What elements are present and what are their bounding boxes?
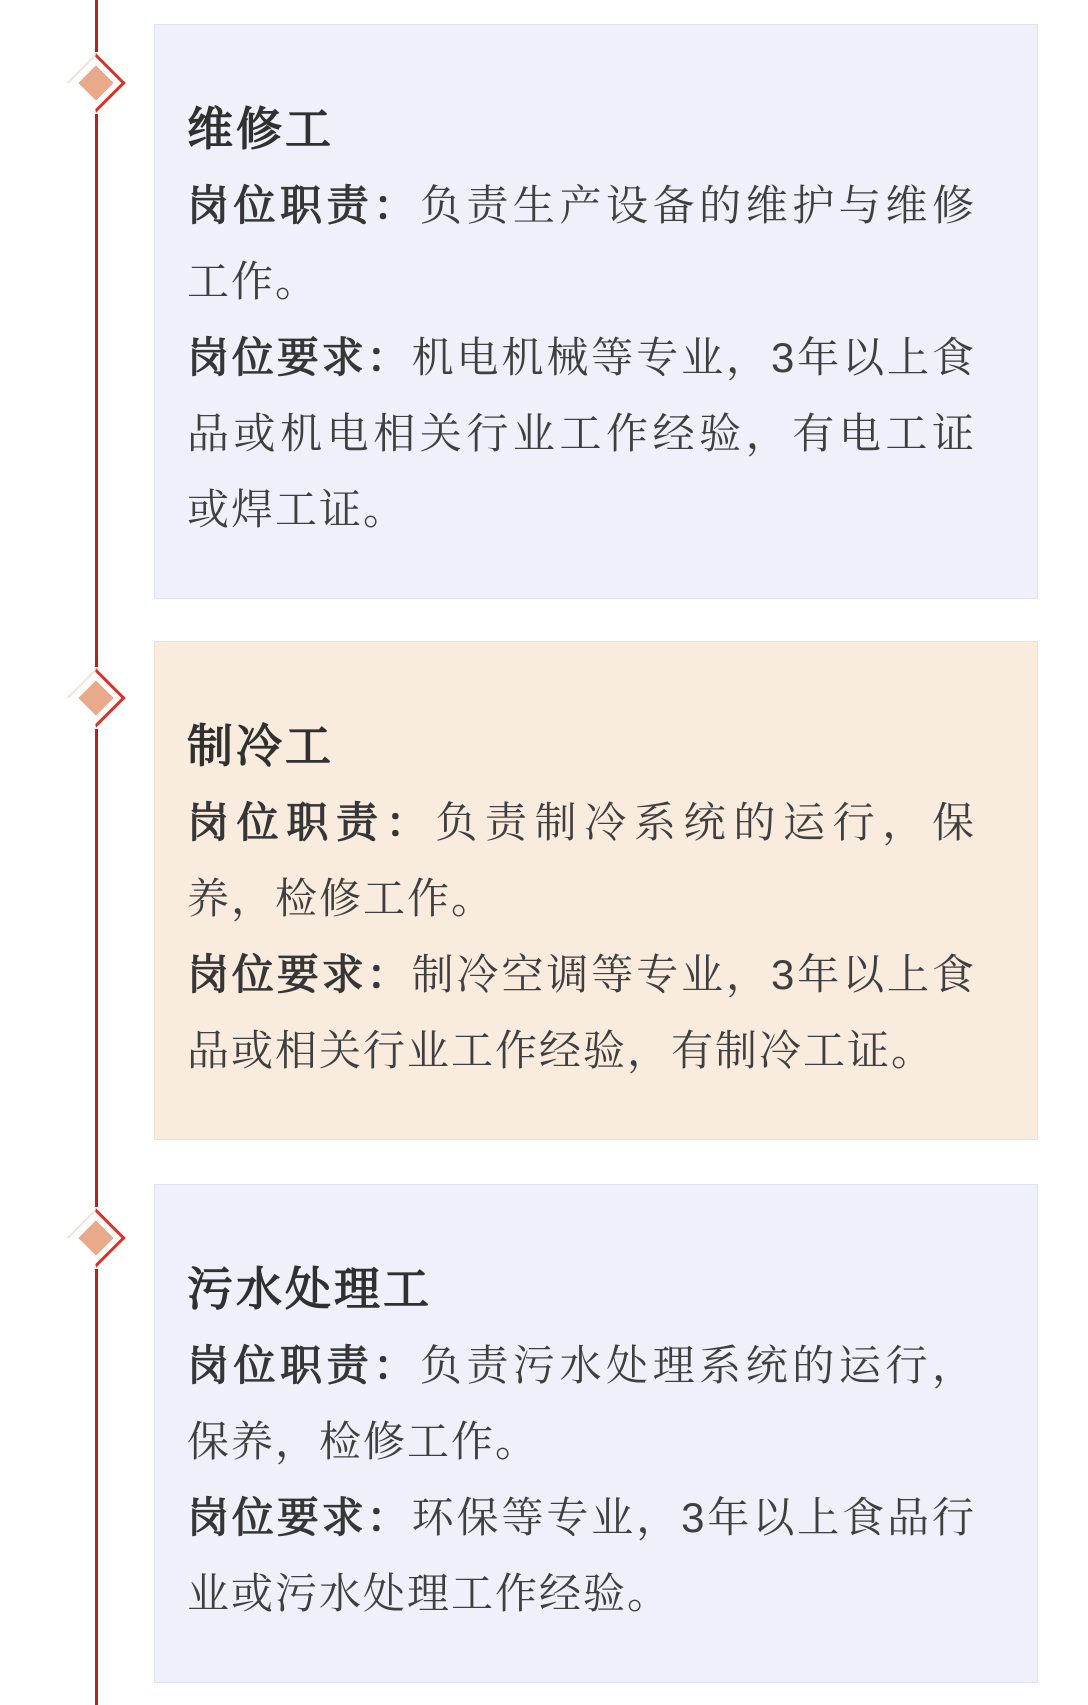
duty-label: 岗位职责： [187,1342,420,1389]
job-card-maintenance [154,24,1038,599]
requirement-text: 机电机械等专业，3年以上食品或机电相关行业工作经验，有电工证或焊工证。 [187,334,976,533]
job-card-list [154,0,1038,1683]
requirement-text: 制冷空调等专业，3年以上食品或相关行业工作经验，有制冷工证。 [187,951,976,1074]
job-title: 维修工 [187,103,334,155]
job-title: 制冷工 [187,720,334,772]
job-duty [187,1328,976,1480]
duty-label: 岗位职责： [187,799,436,846]
job-requirement [187,320,976,548]
duty-text: 负责生产设备的维护与维修工作。 [187,182,976,305]
requirement-label: 岗位要求： [187,951,412,998]
requirement-label: 岗位要求： [187,334,412,381]
duty-text: 负责制冷系统的运行，保养，检修工作。 [187,799,976,922]
requirement-text: 环保等专业，3年以上食品行业或污水处理工作经验。 [187,1494,976,1617]
job-card-sewage-treatment [154,1184,1038,1683]
job-title: 污水处理工 [187,1263,432,1315]
duty-label: 岗位职责： [187,182,420,229]
job-requirement [187,1480,976,1632]
timeline-line [95,0,98,1705]
job-card-refrigeration [154,641,1038,1140]
job-requirement [187,937,976,1089]
duty-text: 负责污水处理系统的运行，保养，检修工作。 [187,1342,976,1465]
job-duty [187,168,976,320]
job-duty [187,785,976,937]
requirement-label: 岗位要求： [187,1494,412,1541]
